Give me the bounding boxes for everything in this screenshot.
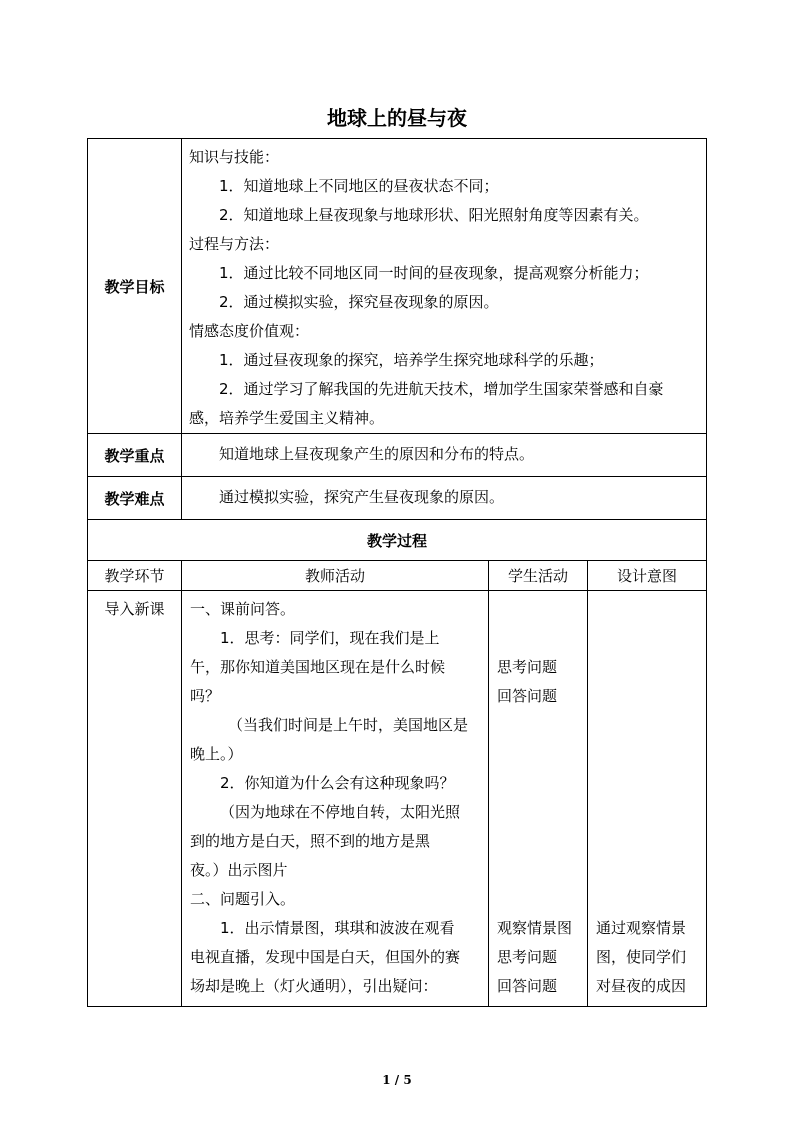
student-activity-line xyxy=(497,885,583,914)
teacher-activity-line: 电视直播，发现中国是白天，但国外的赛 xyxy=(190,948,461,966)
design-intent-line xyxy=(596,798,702,827)
teacher-activity-line: 一、课前问答。 xyxy=(190,600,296,618)
goals-row xyxy=(88,139,707,434)
key-point-text: 知道地球上昼夜现象产生的原因和分布的特点。 xyxy=(182,434,707,477)
student-activity-line: 回答问题 xyxy=(497,977,558,995)
goal-line: 1．通过比较不同地区同一时间的昼夜现象，提高观察分析能力； xyxy=(219,264,649,282)
design-intent-line xyxy=(596,769,702,798)
difficulty-label: 教学难点 xyxy=(88,477,182,520)
difficulty-text: 通过模拟实验，探究产生昼夜现象的原因。 xyxy=(182,477,707,520)
design-intent-line xyxy=(596,682,702,711)
page-number: 1 / 5 xyxy=(382,1073,412,1087)
process-title-row xyxy=(88,520,707,561)
design-intent-line: 通过观察情景 xyxy=(596,919,687,937)
teacher-activity-line: 二、问题引入。 xyxy=(190,890,296,908)
student-activity-line: 思考问题 xyxy=(497,658,558,676)
key-point-label: 教学重点 xyxy=(88,434,182,477)
header-student: 学生活动 xyxy=(489,561,588,591)
process-header-row xyxy=(88,561,707,591)
design-intent-line xyxy=(596,711,702,740)
design-intent-line: 图，使同学们 xyxy=(596,948,687,966)
lesson-plan-table xyxy=(87,138,707,1007)
goal-line: 1．知道地球上不同地区的昼夜状态不同； xyxy=(219,177,499,195)
design-intent-line xyxy=(596,653,702,682)
student-activity-line xyxy=(497,856,583,885)
design-intent-line: 对昼夜的成因 xyxy=(596,977,687,995)
goal-line: 2．通过模拟实验，探究昼夜现象的原因。 xyxy=(219,293,499,311)
student-activity-line: 思考问题 xyxy=(497,948,558,966)
teacher-activity-line: 场却是晚上（灯火通明），引出疑问： xyxy=(190,977,438,995)
goals-content xyxy=(182,139,707,434)
student-activity-line: 观察情景图 xyxy=(497,919,573,937)
stage-cell xyxy=(88,591,182,1007)
student-activity-line xyxy=(497,624,583,653)
goals-label: 教学目标 xyxy=(88,139,182,434)
goal-line: 2．通过学习了解我国的先进航天技术，增加学生国家荣誉感和自豪 xyxy=(219,380,664,398)
header-teacher: 教师活动 xyxy=(182,561,489,591)
teacher-activity-line: 1．思考：同学们，现在我们是上 xyxy=(220,629,440,647)
teacher-activity-cell xyxy=(182,591,489,1007)
teacher-activity-line: 1．出示情景图，琪琪和波波在观看 xyxy=(220,919,455,937)
teacher-activity-line: 晚上。） xyxy=(190,745,243,763)
design-intent-line xyxy=(596,885,702,914)
process-title: 教学过程 xyxy=(88,520,707,561)
design-intent-line xyxy=(596,856,702,885)
student-activity-line xyxy=(497,827,583,856)
teacher-activity-line: 到的地方是白天，照不到的地方是黑 xyxy=(190,832,431,850)
goal-line: 知识与技能： xyxy=(189,148,280,166)
goal-line: 感，培养学生爱国主义精神。 xyxy=(189,409,385,427)
design-intent-line xyxy=(596,595,702,624)
header-design: 设计意图 xyxy=(588,561,707,591)
teacher-activity-line: 吗？ xyxy=(190,687,221,705)
goal-line: 1．通过昼夜现象的探究，培养学生探究地球科学的乐趣； xyxy=(219,351,604,369)
goal-line: 情感态度价值观： xyxy=(189,322,310,340)
student-activity-line xyxy=(497,740,583,769)
student-activity-line: 回答问题 xyxy=(497,687,558,705)
student-activity-line xyxy=(497,711,583,740)
process-row-intro xyxy=(88,591,707,1007)
header-stage: 教学环节 xyxy=(88,561,182,591)
design-intent-line xyxy=(596,624,702,653)
teacher-activity-line: 夜。）出示图片 xyxy=(190,861,288,879)
student-activity-line xyxy=(497,798,583,827)
design-intent-cell xyxy=(588,591,707,1007)
goal-line: 2．知道地球上昼夜现象与地球形状、阳光照射角度等因素有关。 xyxy=(219,206,649,224)
teacher-activity-line: （当我们时间是上午时，美国地区是 xyxy=(228,716,469,734)
teacher-activity-line: 2．你知道为什么会有这种现象吗？ xyxy=(220,774,455,792)
design-intent-line xyxy=(596,740,702,769)
design-intent-line xyxy=(596,827,702,856)
student-activity-cell xyxy=(489,591,588,1007)
student-activity-line xyxy=(497,769,583,798)
difficulty-row xyxy=(88,477,707,520)
teacher-activity-line: （因为地球在不停地自转，太阳光照 xyxy=(220,803,461,821)
goal-line: 过程与方法： xyxy=(189,235,280,253)
teacher-activity-line: 午，那你知道美国地区现在是什么时候 xyxy=(190,658,446,676)
stage-label: 导入新课 xyxy=(104,600,165,618)
student-activity-line xyxy=(497,595,583,624)
key-point-row xyxy=(88,434,707,477)
page-title: 地球上的昼与夜 xyxy=(327,106,467,130)
